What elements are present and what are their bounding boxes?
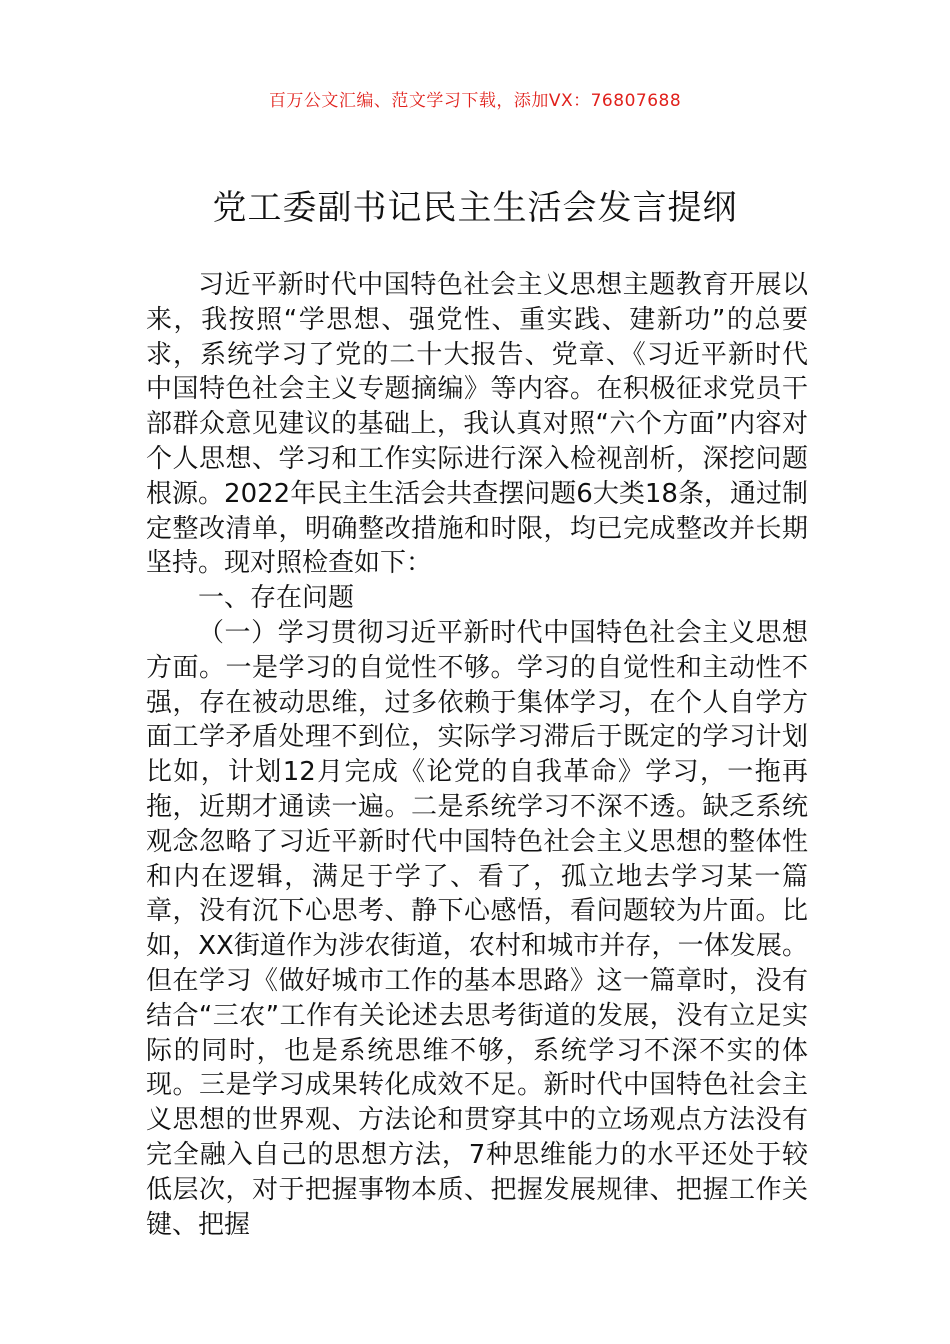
header-note: 百万公文汇编、范文学习下载，添加VX：76807688 <box>268 91 682 111</box>
document-body <box>146 268 808 1242</box>
section-paragraph: （一）学习贯彻习近平新时代中国特色社会主义思想方面。一是学习的自觉性不够。学习的自觉性和主动性不强，存在被动思维，过多依赖于集体学习，在个人自学方面工学矛盾处理不到位，实际学习滞后于既定的学习计划比如，计划12月完成《论党的自我革命》学习，一拖再拖，近期才通读一遍。二是系统学习不深不透。缺乏系统观念忽略了习近平新时代中国特色社会主义思想的整体性和内在逻辑，满足于学了、看了，孤立地去学习某一篇章，没有沉下心思考、静下心感悟，看问题较为片面。比如，XX街道作为涉农街道，农村和城市并存，一体发展。但在学习《做好城市工作的基本思路》这一篇章时，没有结合“三农”工作有关论述去思考街道的发展，没有立足实际的同时，也是系统思维不够，系统学习不深不实的体现。三是学习成果转化成效不足。新时代中国特色社会主义思想的世界观、方法论和贯穿其中的立场观点方法没有完全融入自己的思想方法，7种思维能力的水平还处于较低层次，对于把握事物本质、把握发展规律、把握工作关键、把握 <box>146 617 808 1240</box>
intro-paragraph: 习近平新时代中国特色社会主义思想主题教育开展以来，我按照“学思想、强党性、重实践、建新功”的总要求，系统学习了党的二十大报告、党章、《习近平新时代中国特色社会主义专题摘编》等内容。在积极征求党员干部群众意见建议的基础上，我认真对照“六个方面”内容对个人思想、学习和工作实际进行深入检视剖析，深挖问题根源。2022年民主生活会共查摆问题6大类18条，通过制定整改清单，明确整改措施和时限，均已完成整改并长期坚持。现对照检查如下： <box>146 270 808 579</box>
section-heading: 一、存在问题 <box>198 583 355 614</box>
document-title: 党工委副书记民主生活会发言提纲 <box>212 188 738 228</box>
